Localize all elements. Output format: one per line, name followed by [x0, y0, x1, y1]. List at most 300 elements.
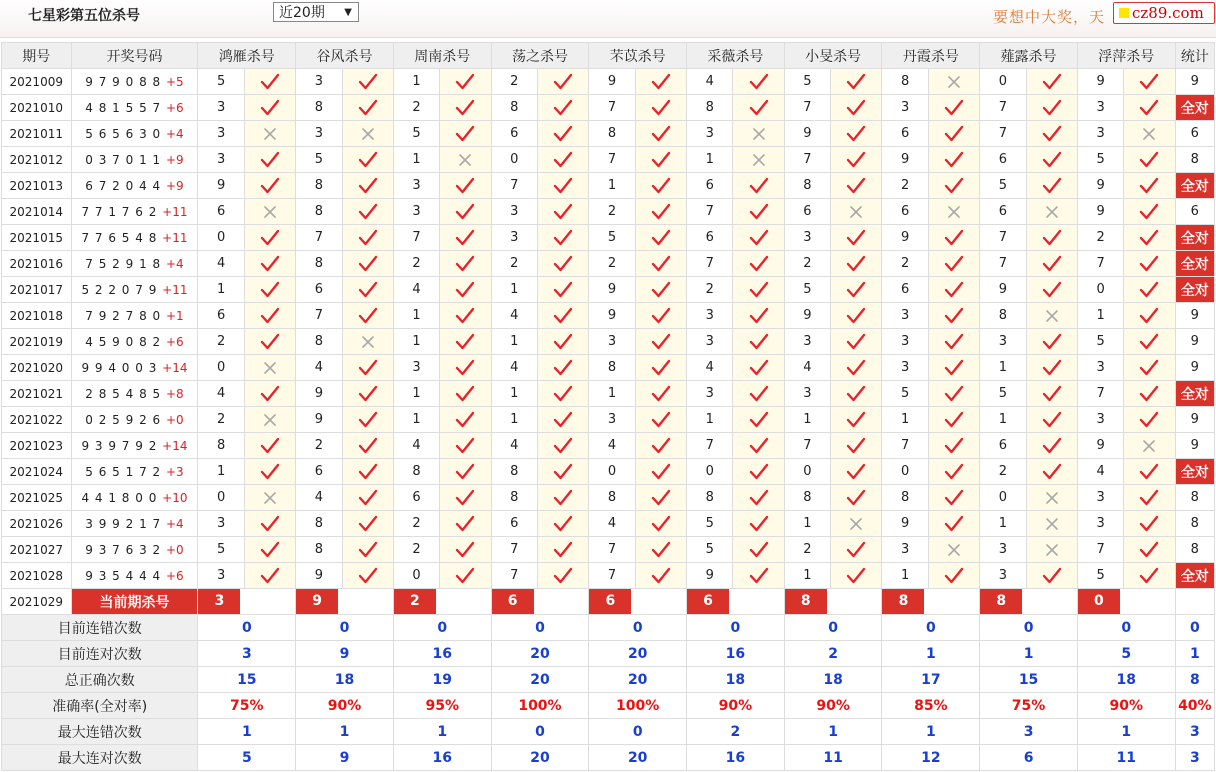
check-mark-icon	[831, 147, 882, 173]
check-mark-icon	[733, 225, 784, 251]
check-mark-icon	[1026, 69, 1077, 95]
check-mark-icon	[440, 199, 491, 225]
check-mark-icon	[928, 485, 979, 511]
col-header-period: 期号	[2, 43, 72, 69]
kill-number-cell: 4	[491, 355, 537, 381]
kill-number-cell: 1	[198, 277, 244, 303]
page-title: 七星彩第五位杀号	[28, 8, 140, 24]
kill-number-cell: 3	[687, 329, 733, 355]
check-mark-icon	[244, 459, 295, 485]
period-cell: 2021020	[2, 355, 72, 381]
draw-cell	[71, 563, 198, 589]
kill-number-cell: 2	[393, 537, 439, 563]
draw-cell	[71, 277, 198, 303]
check-mark-icon	[831, 381, 882, 407]
check-mark-icon	[928, 329, 979, 355]
check-mark-icon	[635, 329, 686, 355]
check-mark-icon	[440, 511, 491, 537]
kill-number-cell: 8	[491, 485, 537, 511]
kill-number-cell: 0	[980, 69, 1026, 95]
check-mark-icon	[635, 537, 686, 563]
check-mark-icon	[537, 95, 588, 121]
period-select-value: 近20期	[279, 5, 325, 21]
cross-mark-icon	[342, 121, 393, 147]
col-header-expert-6: 采薇杀号	[687, 43, 785, 69]
summary-value: 2	[784, 641, 882, 667]
summary-value: 40%	[1175, 693, 1214, 719]
kill-number-cell: 3	[589, 329, 635, 355]
table-row	[2, 95, 1215, 121]
kill-number-cell: 5	[687, 511, 733, 537]
draw-extra: +4	[165, 516, 184, 531]
draw-cell	[71, 459, 198, 485]
col-header-expert-8: 丹霞杀号	[882, 43, 980, 69]
current-kill-cell	[198, 589, 296, 615]
table-row	[2, 251, 1215, 277]
page-header	[0, 0, 1216, 38]
summary-value: 18	[296, 667, 394, 693]
check-mark-icon	[1124, 147, 1175, 173]
check-mark-icon	[635, 173, 686, 199]
summary-value: 3	[1175, 745, 1214, 771]
table-row	[2, 121, 1215, 147]
summary-label: 目前连对次数	[2, 641, 198, 667]
check-mark-icon	[635, 147, 686, 173]
check-mark-icon	[537, 147, 588, 173]
kill-number-cell: 6	[882, 199, 928, 225]
draw-extra: +0	[165, 542, 184, 557]
logo-text: cz89.com	[1132, 4, 1204, 22]
kill-number-cell: 2	[882, 173, 928, 199]
kill-number-cell: 4	[198, 381, 244, 407]
cross-mark-icon	[244, 121, 295, 147]
kill-number-cell: 6	[491, 511, 537, 537]
check-mark-icon	[635, 459, 686, 485]
summary-value: 0	[1175, 615, 1214, 641]
summary-value: 0	[589, 615, 687, 641]
summary-value: 1	[198, 719, 296, 745]
draw-numbers: 3 9 9 2 1 7	[85, 516, 162, 531]
check-mark-icon	[1124, 303, 1175, 329]
col-header-expert-3: 周南杀号	[393, 43, 491, 69]
kill-number-cell: 3	[784, 329, 830, 355]
kill-number-cell: 4	[687, 69, 733, 95]
kill-number-cell: 3	[784, 225, 830, 251]
cross-mark-icon	[1124, 121, 1175, 147]
check-mark-icon	[831, 459, 882, 485]
kill-number-cell: 1	[198, 459, 244, 485]
kill-number-cell: 8	[393, 459, 439, 485]
check-mark-icon	[342, 147, 393, 173]
draw-cell	[71, 121, 198, 147]
check-mark-icon	[928, 225, 979, 251]
kill-number-cell: 2	[491, 251, 537, 277]
all-right-badge: 全对	[1175, 95, 1214, 121]
draw-numbers: 7 7 1 7 6 2	[81, 204, 158, 219]
summary-value: 3	[980, 719, 1078, 745]
draw-extra: +4	[165, 126, 184, 141]
kill-number-cell: 0	[1077, 277, 1123, 303]
kill-number-table	[1, 42, 1215, 771]
kill-number-cell: 3	[1077, 95, 1123, 121]
check-mark-icon	[244, 381, 295, 407]
kill-number-cell: 3	[198, 121, 244, 147]
check-mark-icon	[928, 563, 979, 589]
check-mark-icon	[1026, 355, 1077, 381]
summary-value: 12	[882, 745, 980, 771]
current-kill-number: 6	[492, 589, 534, 614]
kill-number-cell: 8	[882, 69, 928, 95]
check-mark-icon	[635, 251, 686, 277]
check-mark-icon	[244, 147, 295, 173]
summary-value: 20	[491, 641, 589, 667]
kill-number-cell: 5	[1077, 147, 1123, 173]
draw-numbers: 7 9 2 7 8 0	[85, 308, 162, 323]
check-mark-icon	[733, 329, 784, 355]
summary-value: 0	[491, 615, 589, 641]
col-header-expert-7: 小旻杀号	[784, 43, 882, 69]
current-kill-number: 8	[882, 589, 924, 614]
kill-number-cell: 6	[491, 121, 537, 147]
kill-number-cell: 7	[393, 225, 439, 251]
kill-number-cell: 8	[296, 537, 342, 563]
draw-extra: +6	[165, 334, 184, 349]
table-row	[2, 459, 1215, 485]
check-mark-icon	[440, 95, 491, 121]
summary-value: 16	[393, 641, 491, 667]
kill-number-cell: 1	[491, 329, 537, 355]
summary-value: 1	[1175, 641, 1214, 667]
draw-numbers: 5 6 5 6 3 0	[85, 126, 162, 141]
kill-number-cell: 3	[1077, 121, 1123, 147]
kill-number-cell: 1	[980, 355, 1026, 381]
kill-number-cell: 3	[1077, 407, 1123, 433]
kill-number-cell: 9	[687, 563, 733, 589]
check-mark-icon	[831, 173, 882, 199]
kill-number-cell: 3	[1077, 511, 1123, 537]
summary-value: 5	[1077, 641, 1175, 667]
kill-number-cell: 7	[589, 537, 635, 563]
check-mark-icon	[440, 355, 491, 381]
all-right-badge: 全对	[1175, 173, 1214, 199]
summary-value: 1	[882, 641, 980, 667]
kill-number-cell: 3	[784, 381, 830, 407]
check-mark-icon	[537, 433, 588, 459]
stat-cell: 9	[1175, 407, 1214, 433]
draw-numbers: 9 3 7 6 3 2	[85, 542, 162, 557]
draw-extra: +6	[165, 100, 184, 115]
kill-number-cell: 7	[1077, 251, 1123, 277]
current-kill-number: 8	[980, 589, 1022, 614]
check-mark-icon	[831, 121, 882, 147]
col-header-expert-4: 荡之杀号	[491, 43, 589, 69]
kill-number-cell: 7	[882, 433, 928, 459]
kill-number-cell: 2	[687, 277, 733, 303]
kill-number-cell: 7	[491, 563, 537, 589]
draw-extra: +11	[162, 230, 188, 245]
kill-number-cell: 6	[198, 199, 244, 225]
kill-number-cell: 7	[980, 251, 1026, 277]
check-mark-icon	[733, 485, 784, 511]
check-mark-icon	[831, 485, 882, 511]
kill-number-cell: 5	[198, 537, 244, 563]
kill-number-cell: 5	[589, 225, 635, 251]
summary-value: 100%	[491, 693, 589, 719]
kill-number-cell: 0	[687, 459, 733, 485]
draw-numbers: 9 9 4 0 0 3	[81, 360, 158, 375]
draw-cell	[71, 537, 198, 563]
kill-number-cell: 6	[882, 121, 928, 147]
check-mark-icon	[733, 537, 784, 563]
summary-value: 90%	[1077, 693, 1175, 719]
summary-value: 19	[393, 667, 491, 693]
current-kill-number: 8	[785, 589, 827, 614]
period-select[interactable]	[273, 2, 359, 22]
cross-mark-icon	[440, 147, 491, 173]
check-mark-icon	[733, 563, 784, 589]
cross-mark-icon	[1026, 199, 1077, 225]
summary-value: 1	[393, 719, 491, 745]
draw-numbers: 7 7 6 5 4 8	[81, 230, 158, 245]
check-mark-icon	[928, 173, 979, 199]
draw-numbers: 5 6 5 1 7 2	[85, 464, 162, 479]
check-mark-icon	[342, 69, 393, 95]
kill-number-cell: 2	[393, 251, 439, 277]
check-mark-icon	[1026, 95, 1077, 121]
check-mark-icon	[537, 329, 588, 355]
check-mark-icon	[537, 355, 588, 381]
summary-value: 90%	[687, 693, 785, 719]
summary-label: 最大连对次数	[2, 745, 198, 771]
cross-mark-icon	[244, 355, 295, 381]
current-kill-cell	[491, 589, 589, 615]
check-mark-icon	[635, 485, 686, 511]
current-kill-cell	[1077, 589, 1175, 615]
draw-cell	[71, 95, 198, 121]
kill-number-cell: 3	[393, 355, 439, 381]
all-right-badge: 全对	[1175, 459, 1214, 485]
period-cell: 2021014	[2, 199, 72, 225]
summary-value: 9	[296, 641, 394, 667]
kill-number-cell: 9	[589, 303, 635, 329]
kill-number-cell: 0	[393, 563, 439, 589]
draw-extra: +1	[165, 308, 184, 323]
kill-number-cell: 3	[491, 225, 537, 251]
summary-value: 15	[980, 667, 1078, 693]
check-mark-icon	[1026, 459, 1077, 485]
kill-number-cell: 6	[687, 225, 733, 251]
site-logo[interactable]	[1113, 2, 1215, 24]
kill-number-cell: 1	[393, 381, 439, 407]
current-kill-cell	[687, 589, 785, 615]
check-mark-icon	[440, 381, 491, 407]
summary-value: 1	[784, 719, 882, 745]
kill-number-cell: 7	[980, 225, 1026, 251]
kill-number-cell: 9	[198, 173, 244, 199]
kill-number-cell: 9	[882, 511, 928, 537]
kill-number-cell: 6	[296, 459, 342, 485]
kill-number-cell: 4	[589, 511, 635, 537]
kill-number-cell: 1	[882, 563, 928, 589]
kill-number-cell: 7	[296, 303, 342, 329]
col-header-draw: 开奖号码	[71, 43, 198, 69]
check-mark-icon	[733, 459, 784, 485]
draw-numbers: 0 3 7 0 1 1	[85, 152, 162, 167]
check-mark-icon	[733, 251, 784, 277]
check-mark-icon	[928, 381, 979, 407]
check-mark-icon	[928, 121, 979, 147]
check-mark-icon	[928, 511, 979, 537]
kill-number-cell: 6	[393, 485, 439, 511]
check-mark-icon	[440, 433, 491, 459]
summary-value: 5	[198, 745, 296, 771]
check-mark-icon	[1026, 381, 1077, 407]
check-mark-icon	[733, 69, 784, 95]
check-mark-icon	[342, 277, 393, 303]
draw-numbers: 2 8 5 4 8 5	[85, 386, 162, 401]
current-kill-cell	[980, 589, 1078, 615]
table-row	[2, 511, 1215, 537]
check-mark-icon	[831, 563, 882, 589]
draw-extra: +6	[165, 568, 184, 583]
kill-number-cell: 6	[687, 173, 733, 199]
kill-number-cell: 9	[589, 277, 635, 303]
kill-number-cell: 9	[882, 225, 928, 251]
summary-value: 3	[1175, 719, 1214, 745]
check-mark-icon	[635, 225, 686, 251]
kill-number-cell: 5	[882, 381, 928, 407]
check-mark-icon	[537, 563, 588, 589]
draw-cell	[71, 225, 198, 251]
period-cell: 2021015	[2, 225, 72, 251]
kill-number-cell: 2	[198, 329, 244, 355]
kill-number-cell: 1	[980, 511, 1026, 537]
kill-number-cell: 1	[687, 147, 733, 173]
period-cell: 2021009	[2, 69, 72, 95]
table-row	[2, 355, 1215, 381]
table-row	[2, 147, 1215, 173]
check-mark-icon	[342, 407, 393, 433]
kill-number-cell: 3	[980, 563, 1026, 589]
check-mark-icon	[537, 225, 588, 251]
check-mark-icon	[1124, 277, 1175, 303]
summary-row	[2, 667, 1215, 693]
kill-number-cell: 5	[784, 69, 830, 95]
kill-number-cell: 2	[1077, 225, 1123, 251]
check-mark-icon	[928, 433, 979, 459]
kill-number-cell: 2	[882, 251, 928, 277]
kill-number-cell: 9	[784, 303, 830, 329]
kill-number-cell: 1	[491, 381, 537, 407]
check-mark-icon	[342, 459, 393, 485]
stat-cell: 8	[1175, 537, 1214, 563]
table-row	[2, 537, 1215, 563]
draw-cell	[71, 433, 198, 459]
kill-number-cell: 9	[784, 121, 830, 147]
check-mark-icon	[244, 329, 295, 355]
check-mark-icon	[1026, 407, 1077, 433]
kill-number-cell: 2	[198, 407, 244, 433]
kill-number-cell: 7	[980, 121, 1026, 147]
check-mark-icon	[244, 69, 295, 95]
check-mark-icon	[831, 303, 882, 329]
all-right-badge: 全对	[1175, 277, 1214, 303]
draw-extra: +9	[165, 152, 184, 167]
check-mark-icon	[1026, 121, 1077, 147]
summary-label: 最大连错次数	[2, 719, 198, 745]
kill-number-cell: 7	[687, 199, 733, 225]
table-row	[2, 407, 1215, 433]
summary-rows	[2, 615, 1215, 771]
check-mark-icon	[537, 459, 588, 485]
check-mark-icon	[244, 225, 295, 251]
stat-cell: 9	[1175, 355, 1214, 381]
check-mark-icon	[537, 407, 588, 433]
kill-number-cell: 1	[491, 277, 537, 303]
kill-number-cell: 7	[1077, 537, 1123, 563]
kill-number-cell: 9	[296, 407, 342, 433]
check-mark-icon	[244, 537, 295, 563]
table-row	[2, 303, 1215, 329]
current-kill-cell	[784, 589, 882, 615]
draw-numbers: 4 5 9 0 8 2	[85, 334, 162, 349]
kill-number-cell: 3	[882, 329, 928, 355]
kill-number-cell: 8	[687, 95, 733, 121]
kill-number-cell: 0	[589, 459, 635, 485]
kill-number-cell: 3	[393, 199, 439, 225]
summary-value: 1	[980, 641, 1078, 667]
check-mark-icon	[537, 381, 588, 407]
kill-number-cell: 6	[980, 433, 1026, 459]
kill-number-cell: 1	[784, 407, 830, 433]
kill-number-cell: 2	[784, 537, 830, 563]
table-header-row	[2, 43, 1215, 69]
kill-number-cell: 3	[198, 147, 244, 173]
check-mark-icon	[1124, 511, 1175, 537]
check-mark-icon	[1124, 69, 1175, 95]
all-right-badge: 全对	[1175, 563, 1214, 589]
kill-number-cell: 8	[296, 199, 342, 225]
summary-value: 0	[198, 615, 296, 641]
check-mark-icon	[635, 381, 686, 407]
stat-cell: 8	[1175, 485, 1214, 511]
draw-extra: +10	[162, 490, 188, 505]
period-cell: 2021012	[2, 147, 72, 173]
kill-number-cell: 3	[198, 563, 244, 589]
kill-number-cell: 8	[198, 433, 244, 459]
kill-number-cell: 3	[1077, 355, 1123, 381]
check-mark-icon	[244, 563, 295, 589]
check-mark-icon	[635, 121, 686, 147]
draw-extra: +0	[165, 412, 184, 427]
summary-label: 目前连错次数	[2, 615, 198, 641]
draw-numbers: 9 3 9 7 9 2	[81, 438, 158, 453]
kill-number-cell: 5	[1077, 563, 1123, 589]
kill-number-cell: 8	[589, 355, 635, 381]
kill-number-cell: 7	[589, 147, 635, 173]
kill-number-cell: 8	[296, 95, 342, 121]
check-mark-icon	[537, 485, 588, 511]
check-mark-icon	[831, 407, 882, 433]
draw-numbers: 0 2 5 9 2 6	[85, 412, 162, 427]
summary-value: 20	[589, 745, 687, 771]
promo-slogan[interactable]: 要想中大奖，天	[993, 8, 1106, 26]
all-right-badge: 全对	[1175, 251, 1214, 277]
summary-value: 6	[980, 745, 1078, 771]
check-mark-icon	[733, 199, 784, 225]
check-mark-icon	[342, 433, 393, 459]
period-cell: 2021010	[2, 95, 72, 121]
